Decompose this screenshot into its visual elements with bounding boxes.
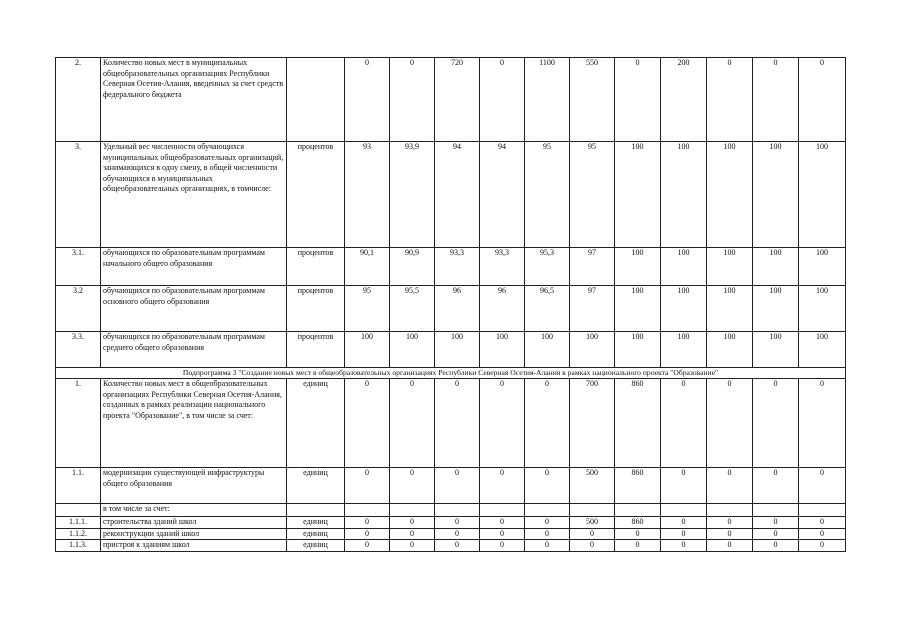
value-cell: 95,3 (525, 248, 570, 286)
value-cell: 0 (525, 528, 570, 540)
value-cell: 0 (615, 540, 661, 552)
value-cell: 0 (525, 468, 570, 504)
unit-cell: единиц (287, 468, 345, 504)
value-cell: 0 (753, 528, 799, 540)
indicator-name: обучающихся по образовательным программам основного общего образования (101, 286, 287, 332)
value-cell (799, 504, 846, 517)
table-row (56, 58, 846, 142)
row-number: 1.1.3. (56, 540, 101, 552)
table-row (56, 528, 846, 540)
unit-cell: процентов (287, 332, 345, 368)
value-cell: 100 (799, 332, 846, 368)
row-number: 3.1. (56, 248, 101, 286)
value-cell: 100 (799, 142, 846, 248)
indicator-name: в том числе за счет: (101, 504, 287, 517)
value-cell: 0 (661, 540, 707, 552)
value-cell (661, 504, 707, 517)
table-row (56, 379, 846, 468)
value-cell: 0 (390, 58, 435, 142)
value-cell: 100 (345, 332, 390, 368)
value-cell: 0 (480, 540, 525, 552)
value-cell: 0 (799, 58, 846, 142)
value-cell: 100 (435, 332, 480, 368)
value-cell: 0 (435, 379, 480, 468)
subprogram-header-row (56, 368, 846, 379)
value-cell: 550 (570, 58, 615, 142)
value-cell: 0 (345, 528, 390, 540)
value-cell: 100 (799, 286, 846, 332)
value-cell: 100 (707, 248, 753, 286)
value-cell: 0 (707, 540, 753, 552)
value-cell (570, 504, 615, 517)
value-cell: 0 (661, 468, 707, 504)
value-cell: 0 (480, 379, 525, 468)
value-cell: 100 (707, 332, 753, 368)
value-cell: 100 (661, 248, 707, 286)
unit-cell: процентов (287, 248, 345, 286)
value-cell: 100 (753, 332, 799, 368)
value-cell: 0 (753, 540, 799, 552)
value-cell: 0 (480, 58, 525, 142)
unit-cell: единиц (287, 517, 345, 529)
row-number: 3.2 (56, 286, 101, 332)
value-cell: 700 (570, 379, 615, 468)
table-row (56, 248, 846, 286)
value-cell (753, 504, 799, 517)
value-cell: 100 (480, 332, 525, 368)
value-cell: 0 (661, 517, 707, 529)
value-cell: 0 (345, 517, 390, 529)
value-cell (525, 504, 570, 517)
row-number: 1. (56, 379, 101, 468)
row-number: 2. (56, 58, 101, 142)
value-cell: 0 (661, 379, 707, 468)
indicator-name: обучающихся по образовательным программам начального общего образования (101, 248, 287, 286)
value-cell: 0 (799, 468, 846, 504)
value-cell: 95,5 (390, 286, 435, 332)
value-cell: 0 (799, 379, 846, 468)
value-cell: 0 (345, 379, 390, 468)
value-cell: 0 (799, 517, 846, 529)
value-cell: 860 (615, 379, 661, 468)
value-cell: 100 (615, 332, 661, 368)
table-row (56, 504, 846, 517)
value-cell: 0 (390, 379, 435, 468)
value-cell: 93,9 (390, 142, 435, 248)
value-cell: 720 (435, 58, 480, 142)
table-row (56, 142, 846, 248)
value-cell: 100 (615, 286, 661, 332)
value-cell: 90,9 (390, 248, 435, 286)
value-cell: 0 (799, 540, 846, 552)
value-cell: 93,3 (435, 248, 480, 286)
value-cell: 0 (390, 540, 435, 552)
subprogram-title: Подпрограмма 3 "Создание новых мест в общеобразовательных организациях Республики Северная Осетия-Алания в рамках национального проекта "Образование" (56, 368, 846, 379)
unit-cell: процентов (287, 286, 345, 332)
value-cell: 860 (615, 517, 661, 529)
row-number: 3.3. (56, 332, 101, 368)
value-cell: 100 (707, 286, 753, 332)
value-cell: 95 (345, 286, 390, 332)
row-number: 3. (56, 142, 101, 248)
row-number (56, 504, 101, 517)
value-cell: 95 (570, 142, 615, 248)
unit-cell (287, 504, 345, 517)
value-cell: 0 (390, 517, 435, 529)
value-cell: 0 (707, 468, 753, 504)
unit-cell (287, 58, 345, 142)
value-cell: 0 (435, 517, 480, 529)
indicator-name: обучающихся по образовательным программам среднего общего образования (101, 332, 287, 368)
value-cell: 100 (753, 142, 799, 248)
value-cell (480, 504, 525, 517)
table-row (56, 286, 846, 332)
value-cell: 96,5 (525, 286, 570, 332)
row-number: 1.1.1. (56, 517, 101, 529)
value-cell (390, 504, 435, 517)
indicator-name: строительства зданий школ (101, 517, 287, 529)
value-cell: 100 (753, 248, 799, 286)
value-cell: 0 (435, 528, 480, 540)
indicator-name: Количество новых мест в муниципальных общеобразовательных организациях Республики Северная Осетия-Алания, введенных за счет средств федерального бюджета (101, 58, 287, 142)
value-cell: 100 (799, 248, 846, 286)
value-cell: 0 (435, 468, 480, 504)
value-cell: 0 (753, 58, 799, 142)
row-number: 1.1. (56, 468, 101, 504)
value-cell: 90,1 (345, 248, 390, 286)
value-cell: 93 (345, 142, 390, 248)
indicator-name: модернизации существующей инфраструктуры общего образования (101, 468, 287, 504)
value-cell: 93,3 (480, 248, 525, 286)
value-cell: 100 (615, 142, 661, 248)
unit-cell: единиц (287, 528, 345, 540)
value-cell: 0 (753, 379, 799, 468)
value-cell: 0 (707, 517, 753, 529)
unit-cell: процентов (287, 142, 345, 248)
value-cell: 500 (570, 468, 615, 504)
value-cell: 0 (661, 528, 707, 540)
value-cell: 95 (525, 142, 570, 248)
value-cell: 94 (435, 142, 480, 248)
value-cell: 100 (525, 332, 570, 368)
value-cell: 0 (345, 58, 390, 142)
value-cell: 100 (615, 248, 661, 286)
value-cell: 0 (615, 528, 661, 540)
value-cell: 0 (707, 58, 753, 142)
value-cell (615, 504, 661, 517)
value-cell: 500 (570, 517, 615, 529)
row-number: 1.1.2. (56, 528, 101, 540)
value-cell: 96 (480, 286, 525, 332)
value-cell: 0 (525, 540, 570, 552)
value-cell: 0 (480, 517, 525, 529)
value-cell: 0 (525, 379, 570, 468)
value-cell: 0 (615, 58, 661, 142)
value-cell (345, 504, 390, 517)
indicator-name: реконструкции зданий школ (101, 528, 287, 540)
unit-cell: единиц (287, 379, 345, 468)
table-row (56, 332, 846, 368)
value-cell: 0 (753, 517, 799, 529)
value-cell: 0 (345, 468, 390, 504)
indicator-name: пристроя к зданиям школ (101, 540, 287, 552)
value-cell: 0 (345, 540, 390, 552)
value-cell: 100 (707, 142, 753, 248)
value-cell: 0 (390, 528, 435, 540)
unit-cell: единиц (287, 540, 345, 552)
indicator-name: Удельный вес численности обучающихся муниципальных общеобразовательных организаций, занимающихся в одну смену, в общей численности обучающихся в муниципальных общеобразовательных организациях, в томчисле: (101, 142, 287, 248)
value-cell (707, 504, 753, 517)
value-cell: 0 (570, 528, 615, 540)
value-cell: 0 (753, 468, 799, 504)
value-cell (435, 504, 480, 517)
value-cell: 200 (661, 58, 707, 142)
value-cell: 0 (570, 540, 615, 552)
value-cell: 0 (799, 528, 846, 540)
value-cell: 0 (480, 468, 525, 504)
indicators-table (55, 57, 846, 552)
value-cell: 1100 (525, 58, 570, 142)
value-cell: 100 (661, 332, 707, 368)
value-cell: 97 (570, 248, 615, 286)
value-cell: 0 (707, 528, 753, 540)
table-row (56, 468, 846, 504)
value-cell: 0 (707, 379, 753, 468)
value-cell: 100 (661, 142, 707, 248)
table-row (56, 540, 846, 552)
table-body (56, 58, 846, 552)
value-cell: 0 (480, 528, 525, 540)
value-cell: 94 (480, 142, 525, 248)
value-cell: 100 (570, 332, 615, 368)
value-cell: 97 (570, 286, 615, 332)
value-cell: 860 (615, 468, 661, 504)
value-cell: 0 (435, 540, 480, 552)
value-cell: 100 (390, 332, 435, 368)
value-cell: 100 (753, 286, 799, 332)
value-cell: 0 (390, 468, 435, 504)
indicator-name: Количество новых мест в общеобразовательных организациях Республики Северная Осетия-Алания, созданных в рамках реализации национального проекта "Образование", в том числе за счет: (101, 379, 287, 468)
table-row (56, 517, 846, 529)
value-cell: 0 (525, 517, 570, 529)
value-cell: 96 (435, 286, 480, 332)
value-cell: 100 (661, 286, 707, 332)
